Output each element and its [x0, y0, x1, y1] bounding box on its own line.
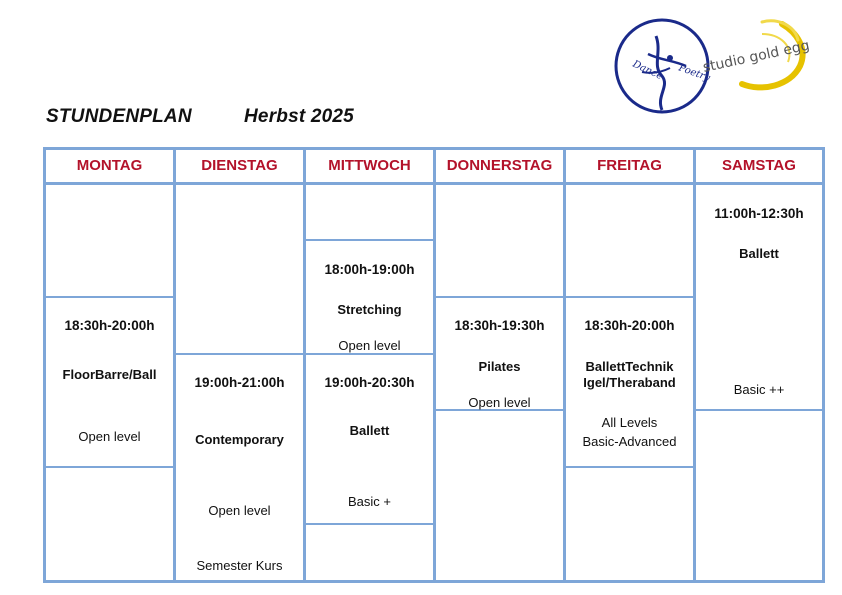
- season-label: Herbst 2025: [244, 106, 354, 127]
- class-name: Ballett: [739, 246, 779, 261]
- class-time: 19:00h-21:00h: [194, 375, 285, 390]
- class-samstag: [696, 206, 822, 398]
- day-header-freitag: FREITAG: [597, 156, 662, 174]
- class-freitag: [566, 318, 693, 450]
- class-level: Basic ++: [733, 382, 785, 397]
- day-header-donnerstag: DONNERSTAG: [446, 156, 553, 174]
- class-name-line1: BallettTechnik: [585, 359, 674, 374]
- page-title: STUNDENPLAN: [46, 106, 192, 127]
- studio-logo: [612, 14, 812, 118]
- logo-mark-text-1: Dance: [630, 58, 665, 83]
- class-time: 18:30h-20:00h: [64, 318, 155, 333]
- class-level: Open level: [338, 338, 401, 353]
- logo-studio-name: studio gold egg: [701, 37, 811, 76]
- class-dienstag: [176, 375, 303, 574]
- class-time: 11:00h-12:30h: [714, 206, 804, 221]
- class-level: Basic +: [348, 494, 391, 509]
- class-level: Open level: [468, 395, 531, 410]
- day-header-samstag: SAMSTAG: [722, 156, 796, 174]
- class-time: 19:00h-20:30h: [324, 375, 415, 390]
- class-time: 18:00h-19:00h: [324, 262, 415, 277]
- class-name: Pilates: [478, 359, 521, 374]
- class-level-line2: Basic-Advanced: [582, 434, 677, 449]
- day-header-dienstag: DIENSTAG: [201, 156, 278, 174]
- class-time: 18:30h-20:00h: [584, 318, 675, 333]
- timetable: [43, 147, 825, 583]
- class-mittwoch-2: [306, 375, 433, 510]
- class-time: 18:30h-19:30h: [454, 318, 545, 333]
- class-montag: [46, 318, 173, 445]
- class-name: Ballett: [349, 423, 390, 438]
- logo-mark-text-2: Poetry: [676, 62, 712, 85]
- day-header-montag: MONTAG: [76, 156, 143, 174]
- class-name: Stretching: [337, 302, 402, 317]
- logo-graphic: [612, 14, 812, 118]
- class-note: Semester Kurs: [196, 558, 283, 573]
- class-mittwoch-1: [306, 262, 433, 354]
- class-donnerstag: [436, 318, 563, 411]
- class-name: FloorBarre/Ball: [62, 367, 157, 382]
- class-level-line1: All Levels: [601, 415, 658, 430]
- day-header-mittwoch: MITTWOCH: [328, 156, 411, 174]
- class-level: Open level: [78, 429, 141, 444]
- class-level: Open level: [208, 503, 271, 518]
- class-name-line2: Igel/Theraband: [583, 375, 676, 390]
- class-name: Contemporary: [195, 432, 284, 447]
